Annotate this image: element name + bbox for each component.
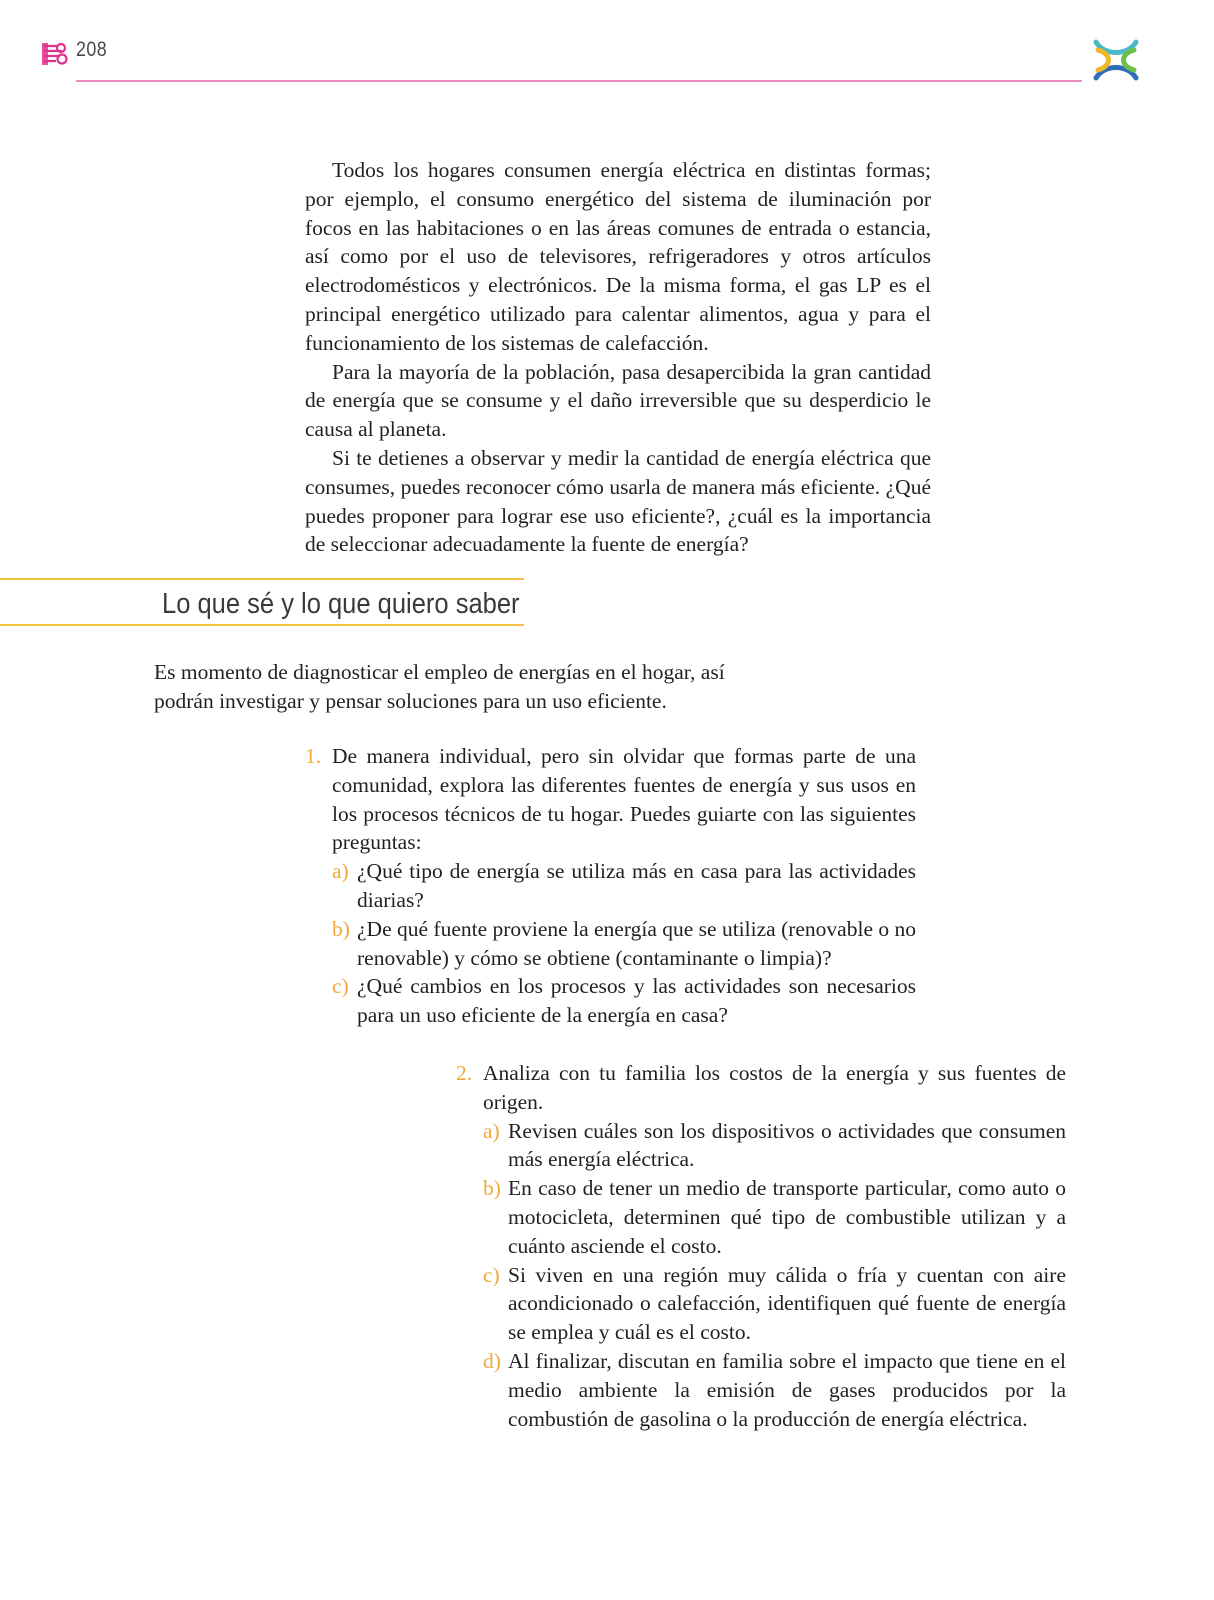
item-text: ¿Qué tipo de energía se utiliza más en casa para las actividades diarias? xyxy=(357,859,916,912)
activity-text: De manera individual, pero sin olvidar que formas parte de una comunidad, explora las diferentes fuentes de energía y sus usos en los procesos técnicos de tu hogar. Puedes guiarte con las siguientes preguntas: xyxy=(332,744,916,855)
list-item xyxy=(332,915,916,973)
intro-text xyxy=(305,156,931,559)
intro-paragraph: Si te detienes a observar y medir la cantidad de energía eléctrica que consumes, puedes reconocer cómo usarla de manera más eficiente. ¿Qué puedes proponer para lograr ese uso eficiente?, ¿cuál es la importancia de seleccionar adecuadamente la fuente de energía? xyxy=(305,445,931,557)
item-letter: c) xyxy=(332,974,349,999)
activity-1 xyxy=(305,742,916,1030)
intro-paragraph: Todos los hogares consumen energía eléctrica en distintas formas; por ejemplo, el consumo energético del sistema de iluminación por focos en las habitaciones o en las áreas comunes de entrada o estancia, así como por el uso de televisores, refrigeradores y otros artículos electrodomésticos y electrónicos. De la misma forma, el gas LP es el principal energético utilizado para calentar alimentos, agua y para el funcionamiento de los sistemas de calefacción. xyxy=(305,158,931,355)
item-letter: b) xyxy=(332,916,350,941)
item-letter: a) xyxy=(332,859,349,884)
activity-number: 2. xyxy=(456,1061,473,1085)
section-rule-top xyxy=(0,578,524,580)
item-text: Si viven en una región muy cálida o fría y cuentan con aire acondicionado o calefacción, identifiquen qué fuente de energía se emplea y cuál es el costo. xyxy=(508,1262,1066,1345)
item-text: Al finalizar, discutan en familia sobre el impacto que tiene en el medio ambiente la emisión de gases producidos por la combustión de gasolina o la producción de energía eléctrica. xyxy=(508,1348,1066,1431)
section-title: Lo que sé y lo que quiero saber xyxy=(162,588,520,620)
list-item xyxy=(483,1117,1066,1175)
list-item xyxy=(332,972,916,1030)
list-item xyxy=(483,1347,1066,1433)
section-intro-text: Es momento de diagnosticar el empleo de energías en el hogar, así podrán investigar y pensar soluciones para un uso eficiente. xyxy=(154,660,725,713)
activity-text: Analiza con tu familia los costos de la energía y sus fuentes de origen. xyxy=(483,1061,1066,1114)
item-letter: d) xyxy=(483,1348,501,1373)
section-rule-bottom xyxy=(0,624,524,626)
activity-number: 1. xyxy=(305,744,322,768)
list-item xyxy=(332,857,916,915)
item-letter: c) xyxy=(483,1262,500,1287)
item-text: En caso de tener un medio de transporte particular, como auto o motocicleta, determinen qué tipo de combustible utilizan y a cuánto asciende el costo. xyxy=(508,1176,1066,1258)
intro-paragraph: Para la mayoría de la población, pasa desapercibida la gran cantidad de energía que se consume y el daño irreversible que su desperdicio le causa al planeta. xyxy=(305,359,931,442)
item-text: Revisen cuáles son los dispositivos o actividades que consumen más energía eléctrica. xyxy=(508,1118,1066,1172)
item-text: ¿De qué fuente proviene la energía que se utiliza (renovable o no renovable) y cómo se obtiene (contaminante o limpia)? xyxy=(357,916,916,970)
list-item xyxy=(483,1174,1066,1260)
page-number: 208 xyxy=(76,38,108,61)
activity-2 xyxy=(456,1059,1066,1433)
item-letter: b) xyxy=(483,1176,501,1201)
pink-ornament-icon xyxy=(40,40,68,68)
cross-figure-icon xyxy=(1090,34,1142,86)
list-item xyxy=(483,1261,1066,1347)
item-letter: a) xyxy=(483,1118,500,1143)
section-intro xyxy=(154,658,774,716)
header-rule xyxy=(76,80,1082,82)
item-text: ¿Qué cambios en los procesos y las actividades son necesarios para un uso eficiente de la energía en casa? xyxy=(357,974,916,1028)
